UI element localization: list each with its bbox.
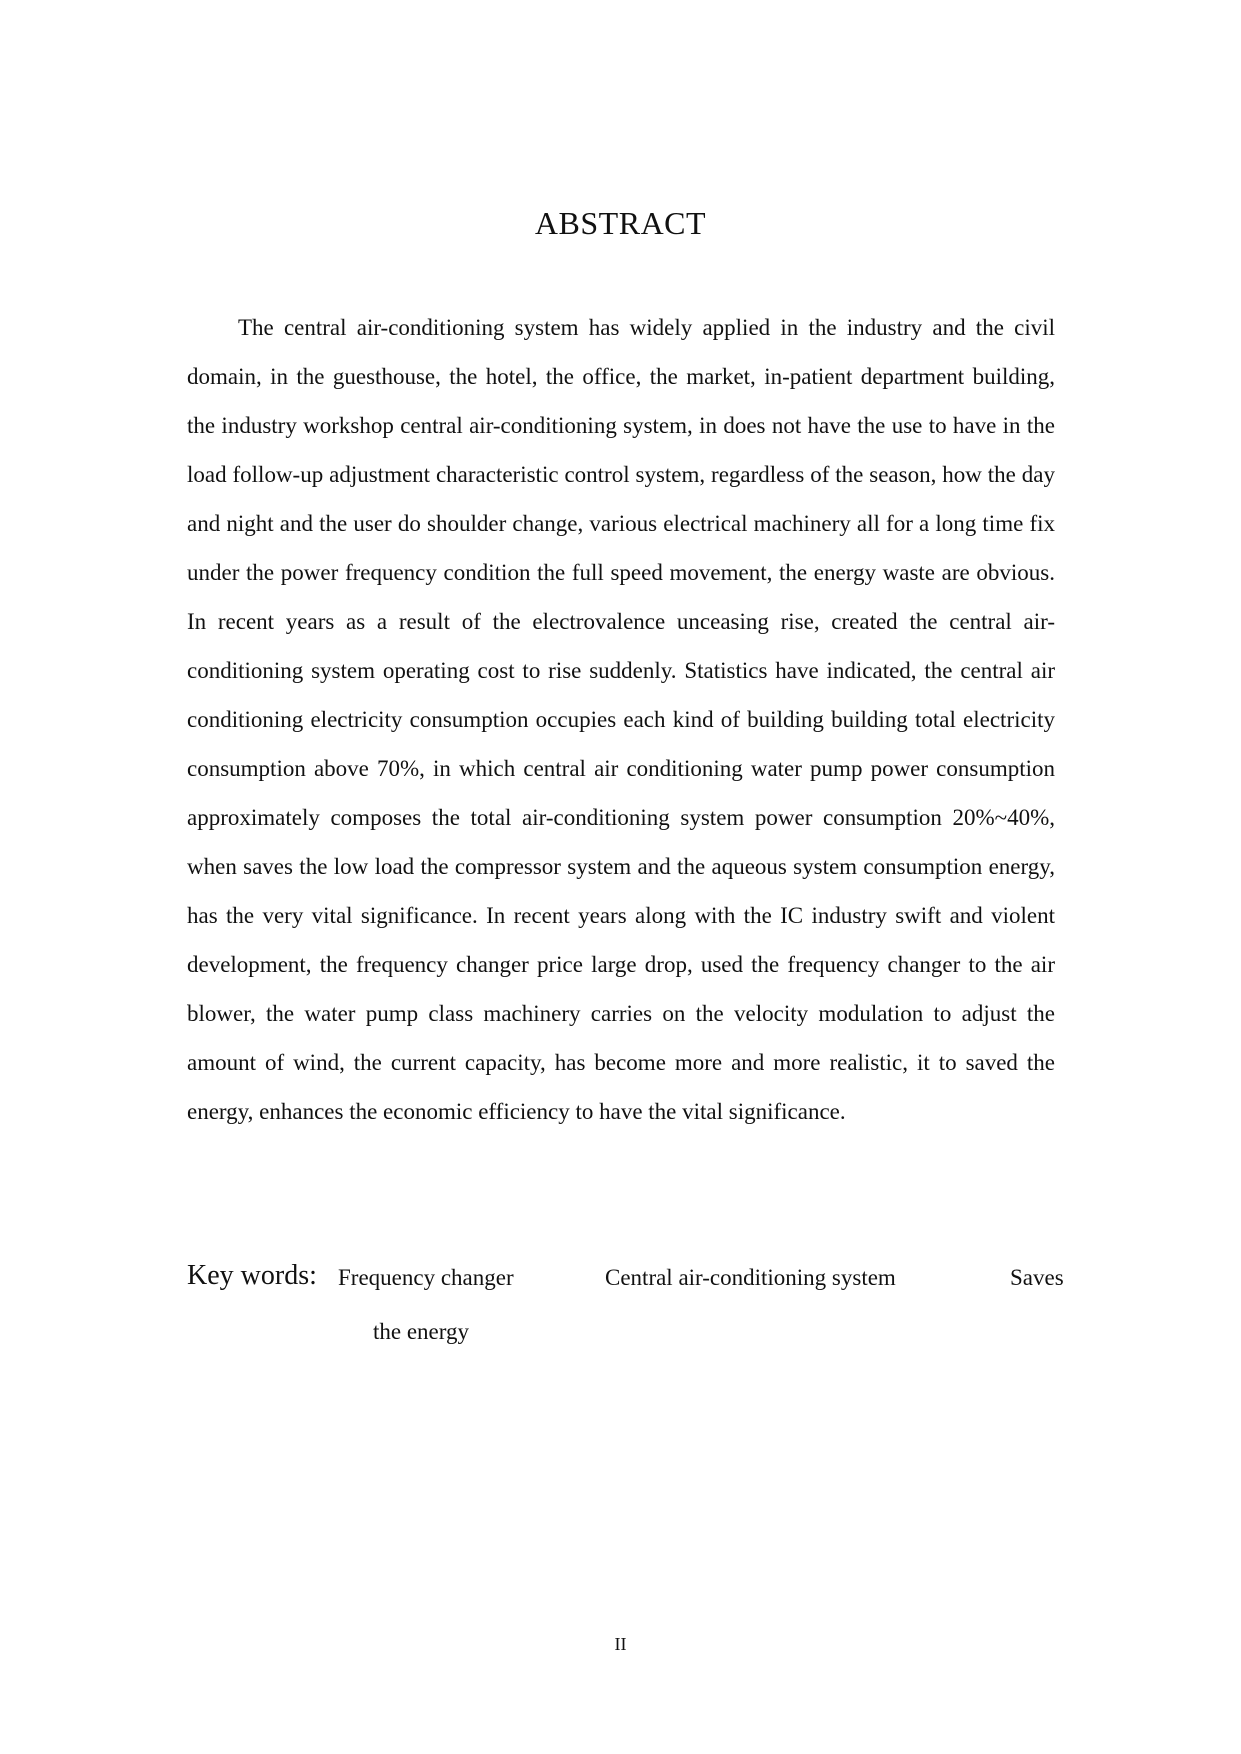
page-number: II — [614, 1634, 627, 1654]
keywords-section — [187, 1256, 1087, 1356]
keyword-item: the energy — [373, 1319, 470, 1344]
keyword-item: Saves — [1010, 1265, 1064, 1290]
keywords-label: Key words: — [187, 1260, 317, 1291]
keyword-item: Central air-conditioning system — [605, 1265, 896, 1290]
keyword-item: Frequency changer — [338, 1265, 514, 1290]
abstract-title: ABSTRACT — [534, 205, 707, 241]
abstract-paragraph: The central air-conditioning system has widely applied in the industry and the civil domain, in the guesthouse, the hotel, the office, the market, in-patient department building, the industry workshop central air-conditioning system, in does not have the use to have in the load follow-up adjustment characteristic control system, regardless of the season, how the day and night and the user do shoulder change, various electrical machinery all for a long time fix under the power frequency condition the full speed movement, the energy waste are obvious. In recent years as a result of the electrovalence unceasing rise, created the central air-conditioning system operating cost to rise suddenly. Statistics have indicated, the central air conditioning electricity consumption occupies each kind of building building total electricity consumption above 70%, in which central air conditioning water pump power consumption approximately composes the total air-conditioning system power consumption 20%~40%, when saves the low load the compressor system and the aqueous system consumption energy, has the very vital significance. In recent years along with the IC industry swift and violent development, the frequency changer price large drop, used the frequency changer to the air blower, the water pump class machinery carries on the velocity modulation to adjust the amount of wind, the current capacity, has become more and more realistic, it to saved the energy, enhances the economic efficiency to have the vital significance. — [187, 315, 1055, 1124]
